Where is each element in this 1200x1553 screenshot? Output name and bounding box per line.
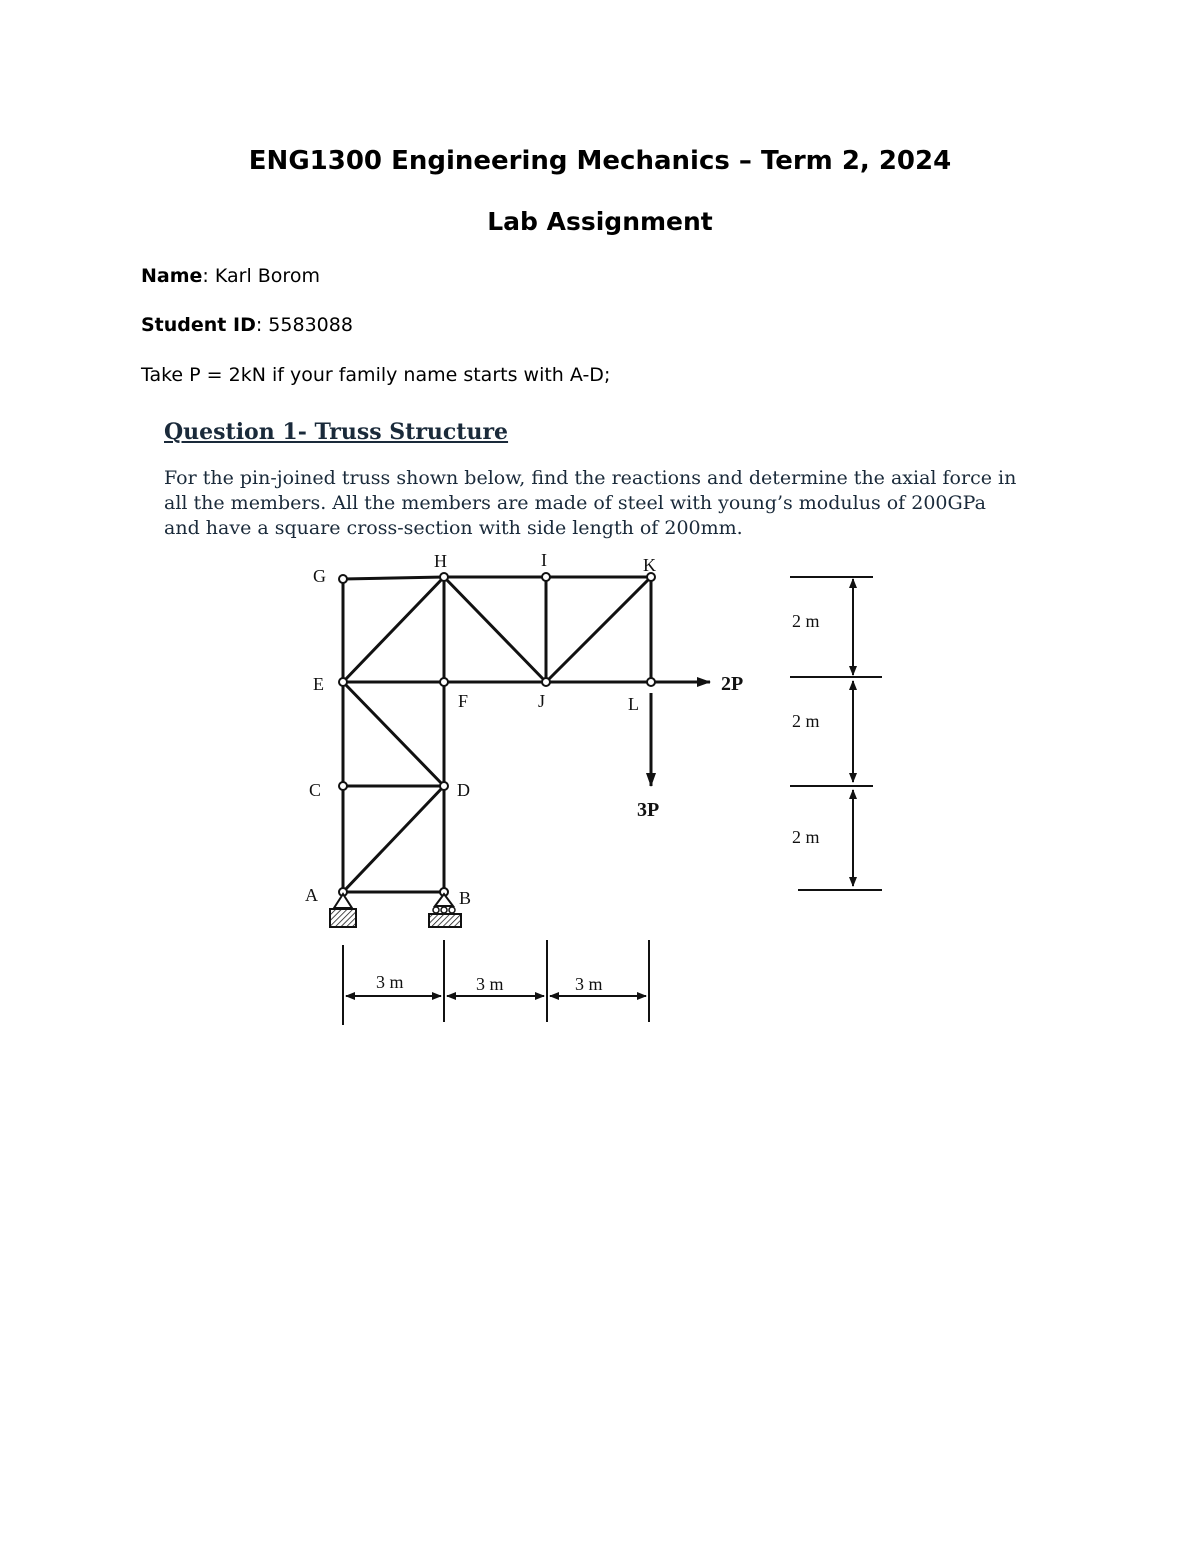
- document-subtitle: Lab Assignment: [487, 207, 713, 236]
- joint-I: [542, 573, 550, 581]
- roller-support-B: [429, 894, 461, 927]
- pin-support-A: [330, 894, 356, 927]
- student-id-value: : 5583088: [255, 314, 353, 336]
- label-J: J: [538, 691, 546, 711]
- joint-C: [339, 782, 347, 790]
- label-A: A: [305, 885, 318, 905]
- document-title: ENG1300 Engineering Mechanics – Term 2, 2024: [248, 146, 952, 176]
- label-K: K: [643, 555, 656, 575]
- label-E: E: [313, 674, 324, 694]
- joint-G: [339, 575, 347, 583]
- member-HJ: [444, 577, 546, 682]
- joint-H: [440, 573, 448, 581]
- joint-L: [647, 678, 655, 686]
- dim-horizontal-1: 3 m: [376, 972, 404, 992]
- label-H: H: [434, 551, 447, 571]
- label-D: D: [457, 780, 470, 800]
- label-I: I: [541, 550, 547, 570]
- member-ED: [343, 682, 444, 786]
- load-label-2P: 2P: [721, 673, 744, 695]
- joint-F: [440, 678, 448, 686]
- member-EH: [343, 577, 444, 682]
- joint-D: [440, 782, 448, 790]
- dim-vertical-2: 2 m: [792, 711, 820, 731]
- member-JK: [546, 577, 651, 682]
- question-text-line-3: and have a square cross-section with side length of 200mm.: [164, 517, 743, 539]
- question-text-line-1: For the pin-joined truss shown below, find the reactions and determine the axial force in: [164, 467, 1017, 489]
- dim-vertical-1: 2 m: [792, 611, 820, 631]
- dim-horizontal-3: 3 m: [575, 974, 603, 994]
- label-B: B: [459, 888, 472, 908]
- label-L: L: [628, 694, 639, 714]
- question-text-line-2: all the members. All the members are made of steel with young’s modulus of 200GPa: [164, 492, 986, 514]
- label-G: G: [313, 566, 326, 586]
- name-value: : Karl Borom: [202, 265, 320, 287]
- instruction-text: Take P = 2kN if your family name starts with A-D;: [141, 364, 611, 386]
- dim-vertical-3: 2 m: [792, 827, 820, 847]
- node-labels: [305, 550, 656, 908]
- label-C: C: [309, 780, 322, 800]
- member-AD: [343, 786, 444, 892]
- name-label: Name: [141, 265, 203, 287]
- load-label-3P: 3P: [637, 799, 660, 821]
- joint-J: [542, 678, 550, 686]
- dim-horizontal-2: 3 m: [476, 974, 504, 994]
- question-heading: Question 1- Truss Structure: [164, 419, 509, 445]
- member-GH: [343, 577, 444, 579]
- joint-E: [339, 678, 347, 686]
- student-id-label: Student ID: [141, 314, 256, 336]
- truss-members: [343, 577, 651, 892]
- label-F: F: [458, 691, 469, 711]
